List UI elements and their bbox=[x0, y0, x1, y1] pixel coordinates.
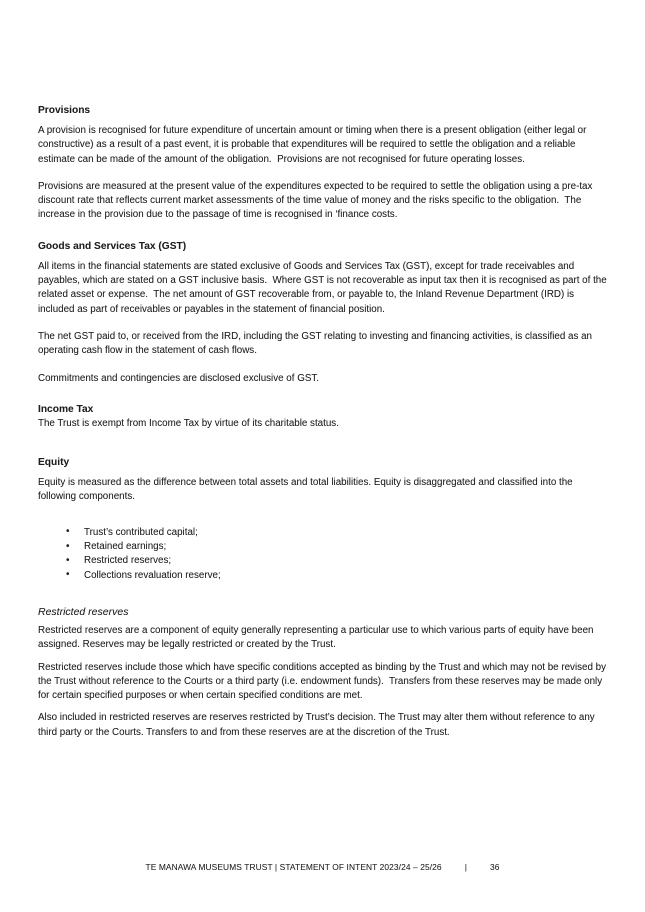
footer-divider: | bbox=[464, 862, 467, 872]
bullet-item: • Collections revaluation reserve; bbox=[84, 569, 611, 583]
section-heading-restricted-reserves: Restricted reserves bbox=[38, 605, 129, 618]
restricted-reserves-section bbox=[38, 605, 611, 740]
footer-text: TE MANAWA MUSEUMS TRUST | STATEMENT OF INTENT 2023/24 – 25/26 bbox=[145, 862, 442, 872]
bullet-item: • Restricted reserves; bbox=[84, 554, 611, 568]
paragraph: Commitments and contingencies are disclosed exclusive of GST. bbox=[38, 372, 319, 384]
paragraph: The net GST paid to, or received from the IRD, including the GST relating to investing and financing activities, is classified as an operating cash flow in the statement of cash flows. bbox=[38, 330, 595, 357]
paragraph: A provision is recognised for future expenditure of uncertain amount or timing when there is a present obligation (either legal or constructive) as a result of a past event, it is probable that expenditures will be required to settle the obligation and a reliable estimate can be made of the amount of the obligation. Provisions are not recognised for future operating losses. bbox=[38, 125, 590, 165]
paragraph: All items in the financial statements are stated exclusive of Goods and Services Tax (GST), except for trade receivables and payables, which are stated on a GST inclusive basis. Where GST is not recoverable as input tax then it is recognised as part of the related asset or expense. The net amount of GST recoverable from, or payable to, the Inland Revenue Department (IRD) is included as part of receivables or payables in the statement of financial position. bbox=[38, 260, 610, 315]
section-heading-gst: Goods and Services Tax (GST) bbox=[38, 240, 187, 252]
document-content bbox=[38, 104, 611, 748]
section-heading-income-tax: Income Tax bbox=[38, 403, 94, 415]
section-heading-equity: Equity bbox=[38, 457, 70, 469]
paragraph: Restricted reserves are a component of equity generally representing a particular use to which various parts of equity have been assigned. Reserves may be legally restricted or created by the Trust. bbox=[38, 624, 597, 651]
section-heading-provisions: Provisions bbox=[38, 105, 91, 116]
paragraph: Provisions are measured at the present value of the expenditures expected to be required to settle the obligation using a pre-tax discount rate that reflects current market assessments of the time value of money and the risks specific to the obligation. The increase in the provision due to the passage of time is recognised in ‘finance costs. bbox=[38, 180, 596, 221]
bullet-item: • Retained earnings; bbox=[84, 540, 611, 554]
paragraph: Equity is measured as the difference between total assets and total liabilities. Equity is disaggregated and classified into the following components. bbox=[38, 477, 576, 503]
footer-page-number: 36 bbox=[489, 862, 500, 872]
paragraph: Also included in restricted reserves are reserves restricted by Trust’s decision. The Trust may alter them without reference to any third party or the Courts. Transfers to and from these reserves are at the discretion of the Trust. bbox=[38, 712, 598, 738]
equity-components-list bbox=[38, 526, 611, 583]
paragraph: The Trust is exempt from Income Tax by virtue of its charitable status. bbox=[38, 417, 339, 429]
page-footer bbox=[0, 862, 645, 872]
bullet-item: • Trust’s contributed capital; bbox=[84, 526, 611, 540]
paragraph: Restricted reserves include those which have specific conditions accepted as binding by the Trust and which may not be revised by the Trust without reference to the Courts or a third party (i.e. endowment funds). Transfers from these reserves may be made only for certain specified purposes or when certain specified conditions are met. bbox=[38, 661, 609, 702]
